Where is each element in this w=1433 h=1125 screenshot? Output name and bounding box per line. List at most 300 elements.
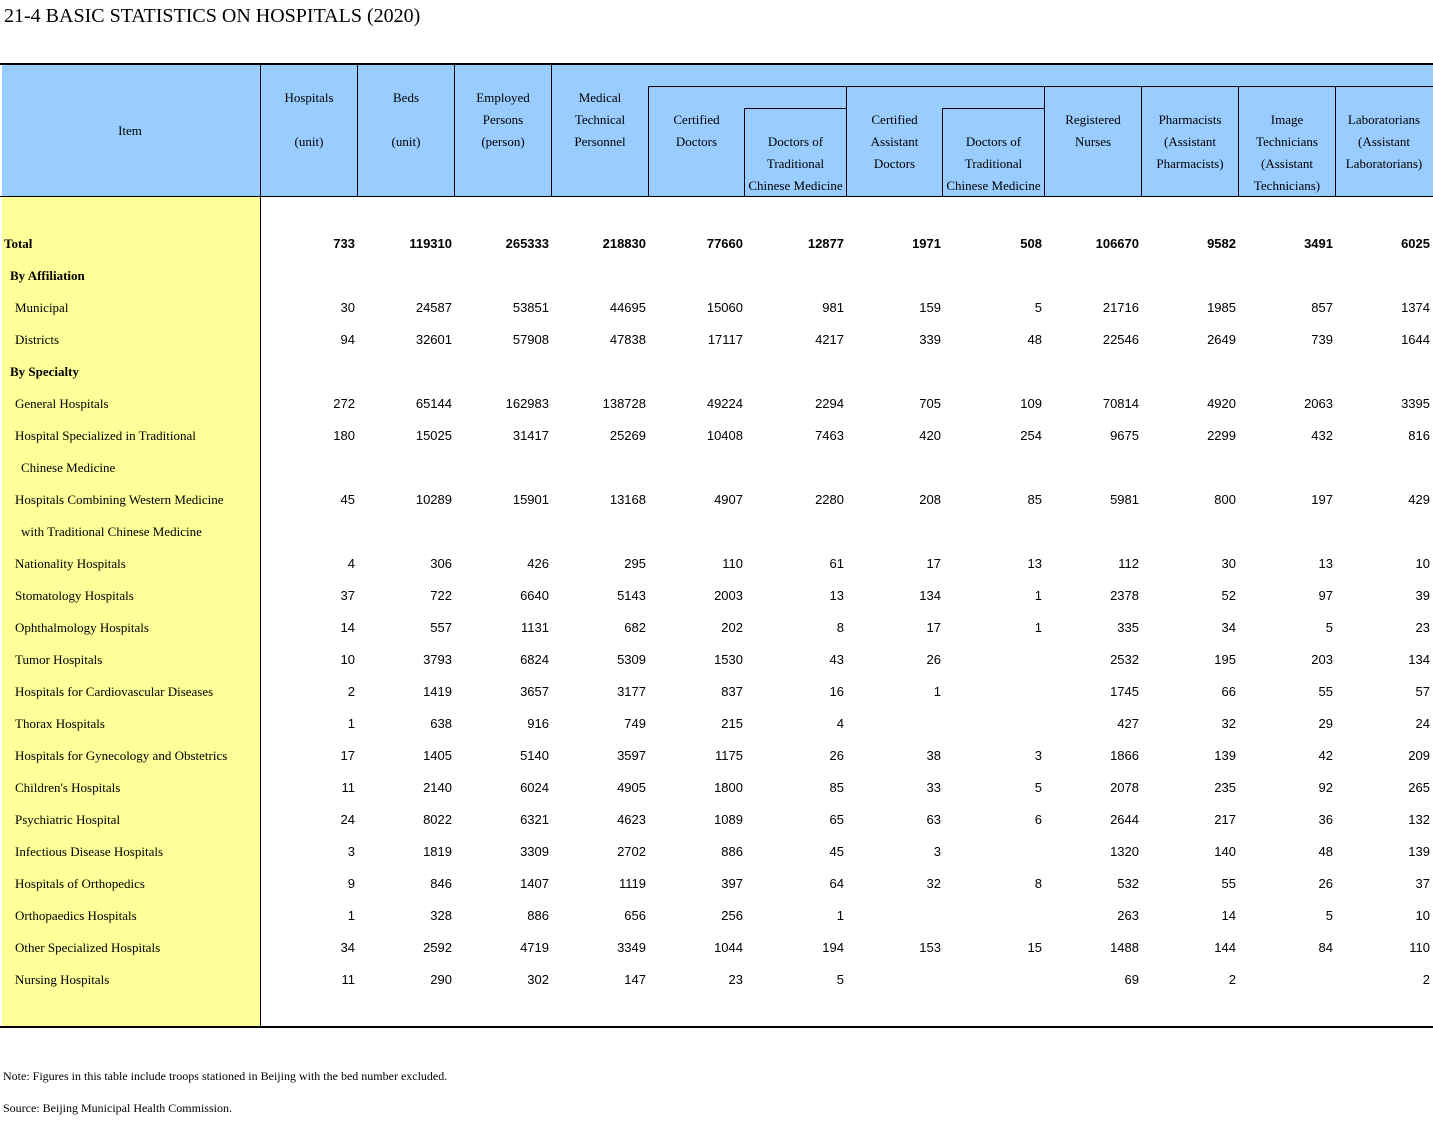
cell-medical-tech: 682 [624,620,646,635]
header-beds: Beds (unit) [391,90,421,149]
cell-beds: 638 [430,716,452,731]
cell-assistant-doctors: 153 [919,940,941,955]
cell-nurses: 69 [1124,972,1139,987]
cell-certified-doctors: 17117 [707,332,743,347]
cell-pharmacists: 235 [1214,780,1236,795]
page-title: 21-4 BASIC STATISTICS ON HOSPITALS (2020) [4,5,421,27]
cell-certified-doctors: 15060 [706,300,743,315]
row-label: Hospitals for Cardiovascular Diseases [15,684,214,699]
row-label: Nationality Hospitals [15,556,126,571]
table-row [0,516,1433,548]
cell-certified-doctors: 4907 [714,492,743,507]
cell-certified-doctors: 202 [721,620,743,635]
cell-assistant-doctors: 26 [926,652,941,667]
cell-tcm-assistant: 15 [1027,940,1042,955]
header-certified-doctors: Certified Doctors [673,112,720,149]
cell-medical-tech: 5143 [617,588,646,603]
cell-medical-tech: 3177 [617,684,646,699]
cell-tcm-doctors: 2280 [815,492,844,507]
cell-image-tech: 432 [1311,428,1333,443]
cell-hospitals: 45 [340,492,355,507]
row-label: Districts [15,332,60,347]
table-row [0,964,1433,996]
cell-beds: 2592 [423,940,452,955]
table-row [0,804,1433,836]
row-label: Children's Hospitals [15,780,121,795]
cell-image-tech: 84 [1318,940,1333,955]
cell-tcm-doctors: 64 [829,876,844,891]
cell-laboratorians: 1644 [1401,332,1430,347]
cell-laboratorians: 816 [1408,428,1430,443]
row-label: Chinese Medicine [21,460,116,475]
cell-tcm-doctors: 7463 [815,428,844,443]
cell-tcm-doctors: 65 [829,812,844,827]
cell-tcm-doctors: 26 [829,748,844,763]
cell-tcm-assistant: 508 [1020,236,1042,251]
cell-certified-doctors: 77660 [706,236,743,251]
cell-certified-doctors: 10408 [706,428,743,443]
cell-employed: 302 [527,972,549,987]
header-pharmacists: Pharmacists (Assistant Pharmacists) [1156,112,1224,171]
cell-employed: 6024 [520,780,549,795]
row-label: Hospital Specialized in Traditional [15,428,196,443]
cell-hospitals: 3 [347,844,355,859]
header-hospitals: Hospitals (unit) [284,90,334,149]
cell-nurses: 263 [1117,908,1139,923]
cell-beds: 32601 [415,332,452,347]
cell-hospitals: 1 [347,716,355,731]
cell-nurses: 2644 [1110,812,1139,827]
cell-hospitals: 17 [340,748,355,763]
cell-employed: 4719 [520,940,549,955]
row-label: Infectious Disease Hospitals [15,844,164,859]
cell-assistant-doctors: 1 [933,684,941,699]
table-row [0,772,1433,804]
cell-nurses: 532 [1117,876,1139,891]
cell-tcm-assistant: 5 [1034,300,1042,315]
cell-beds: 3793 [423,652,452,667]
row-label: By Specialty [10,364,79,379]
table-row [0,548,1433,580]
cell-beds: 846 [430,876,452,891]
cell-tcm-doctors: 194 [822,940,844,955]
table-row [0,452,1433,484]
cell-hospitals: 180 [333,428,355,443]
cell-certified-doctors: 1044 [714,940,743,955]
cell-assistant-doctors: 339 [919,332,941,347]
cell-pharmacists: 30 [1221,556,1236,571]
cell-image-tech: 26 [1318,876,1333,891]
cell-beds: 1405 [423,748,452,763]
cell-image-tech: 36 [1318,812,1333,827]
header-tcm-assistant-doctors: Doctors of Traditional Chinese Medicine [946,134,1041,193]
cell-certified-doctors: 1800 [714,780,743,795]
table-row [0,580,1433,612]
cell-beds: 8022 [423,812,452,827]
cell-hospitals: 14 [340,620,355,635]
cell-medical-tech: 1119 [619,876,646,891]
cell-certified-doctors: 837 [721,684,743,699]
cell-beds: 2140 [423,780,452,795]
cell-image-tech: 203 [1311,652,1333,667]
cell-image-tech: 5 [1325,620,1333,635]
cell-image-tech: 48 [1318,844,1333,859]
cell-beds: 722 [430,588,452,603]
cell-beds: 306 [430,556,452,571]
cell-hospitals: 2 [347,684,355,699]
cell-employed: 3309 [520,844,549,859]
cell-nurses: 1488 [1110,940,1139,955]
cell-assistant-doctors: 63 [926,812,941,827]
cell-assistant-doctors: 38 [926,748,941,763]
cell-nurses: 427 [1117,716,1139,731]
cell-beds: 10289 [415,492,452,507]
cell-certified-doctors: 397 [721,876,743,891]
cell-employed: 1407 [520,876,549,891]
cell-tcm-assistant: 1 [1034,620,1042,635]
cell-certified-doctors: 1530 [714,652,743,667]
cell-medical-tech: 5309 [617,652,646,667]
cell-nurses: 70814 [1102,396,1139,411]
cell-image-tech: 92 [1318,780,1333,795]
cell-image-tech: 857 [1311,300,1333,315]
cell-certified-doctors: 1175 [715,748,743,763]
footnote-source: Source: Beijing Municipal Health Commission. [3,1101,232,1115]
header-tcm-doctors: Doctors of Traditional Chinese Medicine [748,134,843,193]
cell-tcm-doctors: 4217 [815,332,844,347]
cell-pharmacists: 55 [1221,876,1236,891]
cell-tcm-doctors: 13 [829,588,844,603]
cell-medical-tech: 47838 [609,332,646,347]
cell-tcm-assistant: 3 [1034,748,1042,763]
row-label: Ophthalmology Hospitals [15,620,149,635]
cell-certified-doctors: 886 [721,844,743,859]
cell-image-tech: 42 [1318,748,1333,763]
cell-tcm-assistant: 1 [1034,588,1042,603]
header-certified-assistant-doctors: Certified Assistant Doctors [870,112,919,171]
row-label: Orthopaedics Hospitals [15,908,137,923]
cell-tcm-doctors: 12877 [807,236,844,251]
cell-medical-tech: 3597 [617,748,646,763]
cell-tcm-assistant: 109 [1020,396,1042,411]
cell-tcm-doctors: 16 [829,684,844,699]
table-row [0,836,1433,868]
table-row [0,740,1433,772]
cell-hospitals: 1 [347,908,355,923]
cell-medical-tech: 218830 [602,236,646,251]
cell-hospitals: 94 [340,332,355,347]
cell-pharmacists: 2649 [1207,332,1236,347]
cell-pharmacists: 140 [1214,844,1236,859]
cell-tcm-doctors: 4 [836,716,844,731]
cell-medical-tech: 44695 [609,300,646,315]
header-registered-nurses: Registered Nurses [1065,112,1121,149]
cell-image-tech: 29 [1318,716,1333,731]
cell-image-tech: 13 [1318,556,1333,571]
cell-medical-tech: 3349 [617,940,646,955]
cell-tcm-doctors: 8 [836,620,844,635]
cell-pharmacists: 1985 [1207,300,1236,315]
cell-nurses: 1745 [1110,684,1139,699]
row-label: Hospitals for Gynecology and Obstetrics [15,748,228,763]
cell-certified-doctors: 49224 [706,396,743,411]
row-label: Nursing Hospitals [15,972,110,987]
table-row [0,676,1433,708]
row-label: By Affiliation [10,268,85,283]
cell-beds: 65144 [415,396,452,411]
table-row [0,612,1433,644]
cell-medical-tech: 25269 [609,428,646,443]
cell-pharmacists: 66 [1221,684,1236,699]
cell-medical-tech: 4623 [617,812,646,827]
table-row [0,644,1433,676]
cell-image-tech: 55 [1318,684,1333,699]
cell-beds: 290 [430,972,452,987]
cell-assistant-doctors: 17 [926,620,941,635]
cell-certified-doctors: 110 [722,556,743,571]
cell-employed: 53851 [512,300,549,315]
table-row [0,324,1433,356]
cell-employed: 15901 [512,492,549,507]
cell-beds: 15025 [415,428,452,443]
cell-tcm-assistant: 8 [1034,876,1042,891]
cell-pharmacists: 4920 [1207,396,1236,411]
cell-image-tech: 97 [1318,588,1333,603]
cell-nurses: 2078 [1110,780,1139,795]
cell-nurses: 21716 [1102,300,1139,315]
cell-pharmacists: 14 [1221,908,1236,923]
row-label: Other Specialized Hospitals [15,940,161,955]
cell-employed: 1131 [521,620,549,635]
cell-certified-doctors: 215 [721,716,743,731]
cell-assistant-doctors: 3 [933,844,941,859]
cell-tcm-doctors: 2294 [815,396,844,411]
cell-image-tech: 2063 [1304,396,1333,411]
table-row [0,900,1433,932]
subheader-rule-tcm [744,108,846,109]
cell-employed: 426 [527,556,549,571]
cell-tcm-assistant: 254 [1020,428,1042,443]
cell-laboratorians: 57 [1415,684,1430,699]
cell-employed: 5140 [520,748,549,763]
row-label: Tumor Hospitals [15,652,103,667]
cell-beds: 119310 [409,236,452,251]
cell-image-tech: 5 [1325,908,1333,923]
cell-laboratorians: 110 [1409,940,1430,955]
table-row [0,420,1433,452]
cell-nurses: 1320 [1110,844,1139,859]
cell-tcm-doctors: 43 [829,652,844,667]
cell-certified-doctors: 23 [728,972,743,987]
cell-image-tech: 3491 [1304,236,1333,251]
cell-tcm-doctors: 981 [822,300,844,315]
cell-assistant-doctors: 1971 [912,236,941,251]
cell-certified-doctors: 256 [721,908,743,923]
cell-beds: 328 [430,908,452,923]
cell-employed: 57908 [512,332,549,347]
cell-laboratorians: 10 [1415,556,1430,571]
cell-employed: 6321 [520,812,549,827]
cell-nurses: 22546 [1102,332,1139,347]
cell-pharmacists: 32 [1221,716,1236,731]
row-label: Municipal [15,300,69,315]
cell-assistant-doctors: 705 [919,396,941,411]
cell-laboratorians: 24 [1415,716,1430,731]
cell-pharmacists: 2299 [1207,428,1236,443]
footnote-note: Note: Figures in this table include troops stationed in Beijing with the bed number excluded. [3,1069,448,1083]
cell-laboratorians: 6025 [1401,236,1430,251]
cell-nurses: 2378 [1110,588,1139,603]
table-row [0,868,1433,900]
cell-beds: 557 [430,620,452,635]
cell-hospitals: 34 [340,940,355,955]
cell-tcm-assistant: 48 [1027,332,1042,347]
cell-beds: 1819 [423,844,452,859]
cell-employed: 31417 [512,428,549,443]
cell-tcm-assistant: 13 [1027,556,1042,571]
cell-laboratorians: 265 [1408,780,1430,795]
row-label: Psychiatric Hospital [15,812,121,827]
category-row [0,356,1433,388]
cell-pharmacists: 217 [1214,812,1236,827]
cell-nurses: 112 [1118,556,1139,571]
cell-tcm-doctors: 1 [836,908,844,923]
cell-tcm-doctors: 5 [836,972,844,987]
row-label: Stomatology Hospitals [15,588,134,603]
cell-assistant-doctors: 208 [919,492,941,507]
cell-medical-tech: 656 [624,908,646,923]
header-laboratorians: Laboratorians (Assistant Laboratorians) [1345,112,1423,171]
cell-laboratorians: 209 [1408,748,1430,763]
cell-laboratorians: 3395 [1401,396,1430,411]
header-item: Item [118,123,142,138]
cell-hospitals: 9 [347,876,355,891]
cell-medical-tech: 2702 [617,844,646,859]
cell-pharmacists: 139 [1214,748,1236,763]
cell-pharmacists: 34 [1221,620,1236,635]
row-label: Total [4,236,33,251]
subheader-rule-tcm-assistant [942,108,1044,109]
header-image-technicians: Image Technicians (Assistant Technicians) [1253,112,1321,193]
cell-nurses: 1866 [1110,748,1139,763]
subheader-rule [649,86,1433,87]
cell-tcm-doctors: 61 [829,556,844,571]
cell-pharmacists: 2 [1228,972,1236,987]
cell-tcm-assistant: 5 [1034,780,1042,795]
cell-image-tech: 739 [1311,332,1333,347]
cell-laboratorians: 2 [1422,972,1430,987]
cell-hospitals: 10 [340,652,355,667]
table-row [0,932,1433,964]
cell-pharmacists: 800 [1214,492,1236,507]
row-label: with Traditional Chinese Medicine [21,524,202,539]
row-label: Hospitals of Orthopedics [15,876,145,891]
cell-employed: 3657 [520,684,549,699]
cell-employed: 886 [527,908,549,923]
cell-medical-tech: 4905 [617,780,646,795]
cell-employed: 162983 [505,396,549,411]
cell-hospitals: 30 [340,300,355,315]
category-row [0,260,1433,292]
cell-nurses: 2532 [1110,652,1139,667]
cell-pharmacists: 9582 [1207,236,1236,251]
cell-hospitals: 272 [333,396,355,411]
total-row [0,228,1433,260]
table-row [0,708,1433,740]
cell-employed: 916 [527,716,549,731]
cell-hospitals: 733 [333,236,355,251]
row-label: Hospitals Combining Western Medicine [15,492,224,507]
header-bottom-rule [0,196,1433,197]
cell-laboratorians: 37 [1415,876,1430,891]
cell-medical-tech: 749 [624,716,646,731]
cell-hospitals: 24 [340,812,355,827]
table-body [0,228,1433,996]
cell-medical-tech: 138728 [602,396,646,411]
cell-laboratorians: 10 [1415,908,1430,923]
cell-certified-doctors: 1089 [714,812,743,827]
cell-nurses: 5981 [1110,492,1139,507]
cell-hospitals: 11 [341,972,355,987]
cell-laboratorians: 1374 [1401,300,1430,315]
cell-employed: 6824 [520,652,549,667]
cell-nurses: 335 [1117,620,1139,635]
cell-tcm-assistant: 85 [1027,492,1042,507]
cell-medical-tech: 147 [624,972,646,987]
cell-laboratorians: 139 [1408,844,1430,859]
table-bottom-rule [0,1026,1433,1028]
cell-assistant-doctors: 32 [926,876,941,891]
cell-employed: 265333 [505,236,549,251]
cell-assistant-doctors: 159 [919,300,941,315]
cell-beds: 24587 [415,300,452,315]
cell-nurses: 106670 [1095,236,1139,251]
table-row [0,484,1433,516]
table-row [0,388,1433,420]
cell-tcm-doctors: 85 [829,780,844,795]
cell-medical-tech: 13168 [609,492,646,507]
table-top-rule [0,63,1433,65]
cell-hospitals: 11 [341,780,355,795]
cell-employed: 6640 [520,588,549,603]
cell-laboratorians: 39 [1415,588,1430,603]
cell-tcm-assistant: 6 [1034,812,1042,827]
cell-assistant-doctors: 17 [926,556,941,571]
cell-laboratorians: 429 [1408,492,1430,507]
cell-certified-doctors: 2003 [714,588,743,603]
cell-pharmacists: 195 [1214,652,1236,667]
row-label: General Hospitals [15,396,109,411]
cell-pharmacists: 144 [1214,940,1236,955]
cell-tcm-doctors: 45 [829,844,844,859]
cell-laboratorians: 134 [1408,652,1430,667]
cell-assistant-doctors: 33 [926,780,941,795]
cell-nurses: 9675 [1110,428,1139,443]
cell-laboratorians: 23 [1415,620,1430,635]
cell-assistant-doctors: 134 [919,588,941,603]
table-row [0,292,1433,324]
cell-assistant-doctors: 420 [919,428,941,443]
header-medical-technical-personnel: Medical Technical Personnel [574,90,626,149]
cell-laboratorians: 132 [1408,812,1430,827]
cell-medical-tech: 295 [624,556,646,571]
header-employed-persons: Employed Persons (person) [476,90,530,149]
cell-image-tech: 197 [1311,492,1333,507]
cell-hospitals: 37 [340,588,355,603]
row-label: Thorax Hospitals [15,716,105,731]
cell-pharmacists: 52 [1221,588,1236,603]
cell-beds: 1419 [423,684,452,699]
